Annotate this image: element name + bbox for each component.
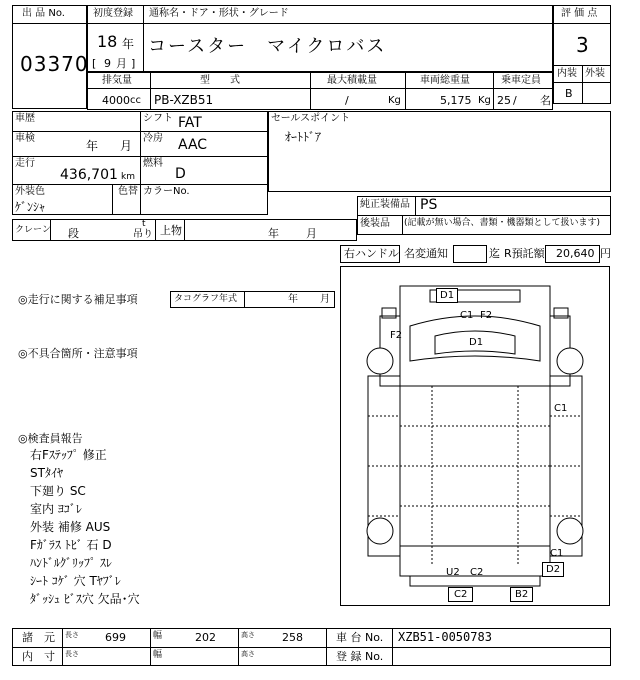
defects-label: ◎不具合箇所・注意事項 bbox=[18, 347, 138, 360]
rating: 3 bbox=[576, 33, 589, 57]
inspector-line: 右Fｽﾃｯﾌﾟ 修正 bbox=[30, 448, 107, 462]
height-label: 高さ bbox=[241, 631, 255, 639]
mileage: 436,701 bbox=[60, 167, 118, 183]
color-no-label: 色替 bbox=[118, 186, 138, 197]
length: 699 bbox=[105, 631, 126, 644]
aftermarket-label: 後装品 bbox=[360, 218, 390, 229]
damage-label-f2-front: F2 bbox=[480, 310, 493, 321]
inspector-line: STﾀｲﾔ bbox=[30, 466, 63, 480]
exterior-label: 外装 bbox=[585, 68, 605, 79]
width: 202 bbox=[195, 631, 216, 644]
gross-weight: 5,175 bbox=[440, 94, 472, 107]
dims-label: 諸 元 bbox=[22, 631, 55, 644]
chassis-label: 車 台 No. bbox=[336, 631, 384, 644]
reg-month: 9 bbox=[104, 57, 111, 70]
upper-label: 上物 bbox=[160, 224, 182, 237]
model-code: PB-XZB51 bbox=[154, 93, 214, 107]
reg-month-unit: 月 bbox=[116, 57, 127, 70]
displacement: 4000 bbox=[102, 94, 130, 107]
height: 258 bbox=[282, 631, 303, 644]
ac: AAC bbox=[178, 137, 208, 153]
damage-label-d2-rear: D2 bbox=[542, 562, 564, 577]
damage-label-c2-bottom: C2 bbox=[448, 587, 473, 602]
r-deposit-label: R預託額 bbox=[504, 247, 545, 260]
upper-year-unit: 年 bbox=[268, 227, 279, 240]
tacho-label: タコグラフ年式 bbox=[174, 294, 238, 304]
damage-label-c2-rear: C2 bbox=[470, 567, 484, 578]
ac-label: 冷房 bbox=[143, 133, 163, 144]
r-deposit-value: 20,640 bbox=[556, 247, 595, 260]
inspector-line: ｼｰﾄ ｺｹﾞ 穴 Tﾔﾌﾞﾚ bbox=[30, 574, 121, 588]
inspector-line: ﾊﾝﾄﾞﾙｸﾞﾘｯﾌﾟ ｽﾚ bbox=[30, 556, 112, 570]
max-load-unit: Kg bbox=[388, 95, 401, 106]
equip: PS bbox=[420, 197, 438, 213]
lot-no: 03370 bbox=[20, 52, 89, 76]
inspector-line: 外装 補修 AUS bbox=[30, 520, 111, 534]
tacho-month-unit: 月 bbox=[320, 294, 330, 305]
bracket-close: ] bbox=[131, 57, 136, 70]
inspector-line: Fｶﾞﾗｽ ﾄﾋﾞ 石 D bbox=[30, 538, 112, 552]
reg-no-label: 登 録 No. bbox=[336, 650, 384, 663]
name-change-label: 名変通知 bbox=[404, 247, 448, 260]
damage-label-d1-hood: D1 bbox=[469, 337, 484, 348]
fuel: D bbox=[175, 166, 186, 182]
color-code-label: カラーNo. bbox=[143, 186, 190, 197]
interior-grade: B bbox=[565, 87, 573, 100]
damage-label-c1-front: C1 bbox=[460, 310, 474, 321]
capacity-label: 乗車定員 bbox=[501, 75, 541, 86]
capacity-unit: 名 bbox=[540, 94, 551, 107]
sales-point-label: セールスポイント bbox=[271, 113, 351, 124]
inspection-month-unit: 月 bbox=[120, 139, 133, 153]
sales-point: ｵｰﾄﾄﾞｱ bbox=[285, 130, 322, 144]
color-label: 外装色 bbox=[15, 186, 45, 197]
damage-label-b2-bottom: B2 bbox=[510, 587, 533, 602]
equip-label: 純正装備品 bbox=[360, 199, 410, 210]
damage-label-d1-top: D1 bbox=[436, 288, 458, 303]
model-desc-label: 通称名・ドア・形状・グレード bbox=[149, 8, 289, 19]
tacho-year-unit: 年 bbox=[288, 294, 298, 305]
crane-ton-unit: t bbox=[142, 219, 146, 229]
interior-width-label: 幅 bbox=[153, 650, 163, 660]
displacement-label: 排気量 bbox=[102, 75, 132, 86]
gross-weight-label: 車両総重量 bbox=[420, 75, 470, 86]
deadline-label: 迄 bbox=[489, 247, 500, 260]
max-load-label: 最大積載量 bbox=[327, 75, 377, 86]
interior-dims-label: 内 寸 bbox=[22, 650, 55, 663]
damage-label-c1-right: C1 bbox=[554, 403, 568, 414]
inspection-year-unit: 年 bbox=[86, 139, 99, 153]
driving-remarks-label: ◎走行に関する補足事項 bbox=[18, 293, 138, 306]
crane-label: クレーン bbox=[15, 225, 51, 235]
upper-month-unit: 月 bbox=[306, 227, 317, 240]
aftermarket-note: (記載が無い場合、書類・機器類として扱います) bbox=[404, 218, 601, 228]
inspector-line: ﾀﾞｯｼｭ ﾋﾞｽ穴 欠品･穴 bbox=[30, 592, 140, 606]
shift-label: シフト bbox=[143, 113, 173, 124]
fuel-label: 燃料 bbox=[143, 158, 163, 169]
interior-height-label: 高さ bbox=[241, 650, 255, 658]
inspection-label: 車検 bbox=[15, 133, 35, 144]
rating-label: 評 価 点 bbox=[561, 8, 598, 19]
damage-label-c1-rear: C1 bbox=[550, 548, 564, 559]
width-label: 幅 bbox=[153, 631, 163, 641]
damage-label-f2-left: F2 bbox=[390, 330, 403, 341]
reg-year-unit: 年 bbox=[122, 37, 135, 51]
vehicle-outline-diagram bbox=[340, 266, 610, 606]
model-label: 型 式 bbox=[200, 75, 240, 86]
mileage-unit: km bbox=[121, 172, 135, 182]
capacity: 25 bbox=[497, 94, 511, 107]
gross-weight-unit: Kg bbox=[478, 95, 491, 106]
shift: FAT bbox=[178, 115, 202, 131]
max-load: / bbox=[345, 94, 349, 107]
interior-length-label: 長さ bbox=[65, 650, 79, 658]
mileage-label: 走行 bbox=[15, 158, 35, 169]
car-name: コースター マイクロバス bbox=[148, 36, 387, 57]
lot-no-label: 出 品 No. bbox=[22, 8, 65, 19]
inspector-line: 室内 ﾖｺﾞﾚ bbox=[30, 502, 82, 516]
crane-stage-unit: 段 bbox=[68, 227, 79, 240]
rhd: 右ハンドル bbox=[344, 247, 399, 260]
displacement-unit: cc bbox=[130, 95, 141, 106]
damage-label-u2: U2 bbox=[446, 567, 460, 578]
chassis-number: XZB51-0050783 bbox=[398, 630, 492, 644]
first-reg-label: 初度登録 bbox=[93, 8, 133, 19]
history-label: 車歴 bbox=[15, 113, 35, 124]
bracket-open: [ bbox=[92, 57, 97, 70]
inspector-label: ◎検査員報告 bbox=[18, 432, 83, 445]
capacity-sep: / bbox=[513, 94, 517, 107]
color: ｹﾞﾝｼｬ bbox=[15, 200, 46, 214]
inspector-line: 下廻り SC bbox=[30, 484, 86, 498]
inspector-report-list bbox=[30, 446, 140, 608]
reg-year: 18 bbox=[97, 32, 118, 51]
length-label: 長さ bbox=[65, 631, 79, 639]
name-change-box bbox=[453, 245, 487, 263]
yen-unit: 円 bbox=[600, 247, 611, 260]
interior-label: 内装 bbox=[557, 68, 577, 79]
crane-hoist-unit: 吊り bbox=[133, 229, 153, 240]
